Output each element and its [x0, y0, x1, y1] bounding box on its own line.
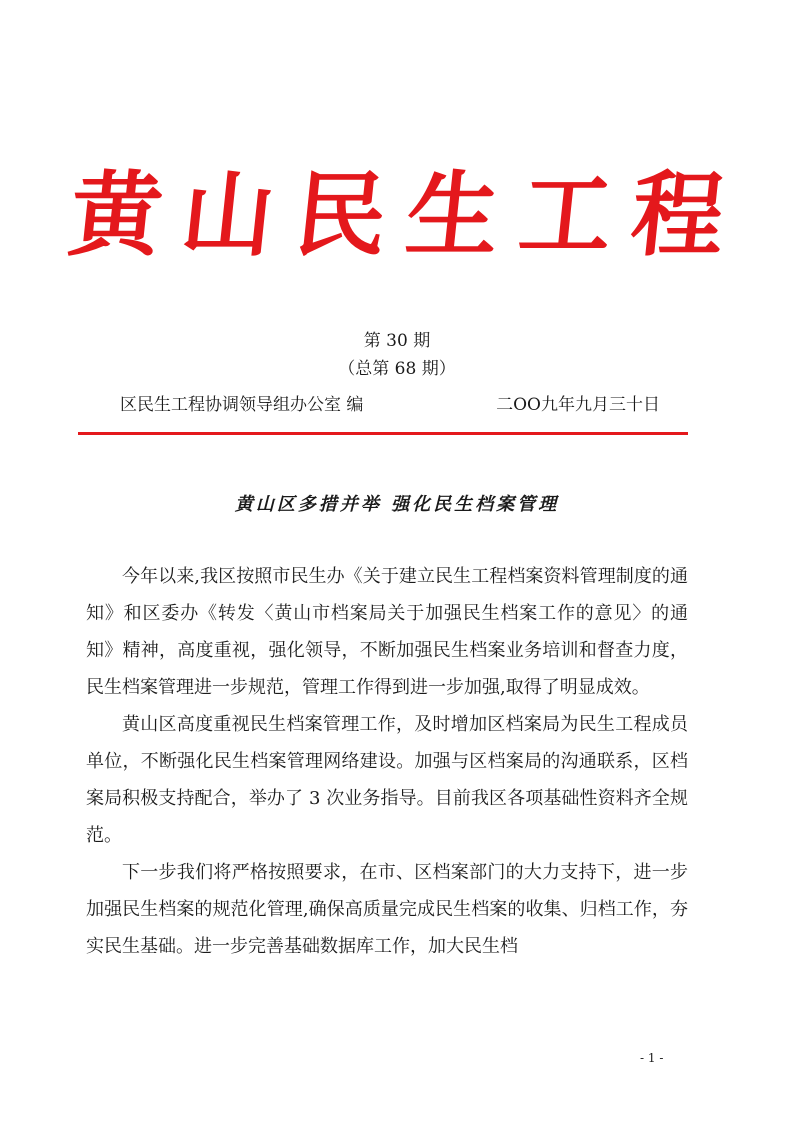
article-paragraph: 今年以来,我区按照市民生办《关于建立民生工程档案资料管理制度的通知》和区委办《转发〈黄山市档案局关于加强民生档案工作的意见〉的通知》精神，高度重视，强化领导，不断加强民生档案业务培训和督查力度，民生档案管理进一步规范，管理工作得到进一步加强,取得了明显成效。 [86, 566, 688, 698]
masthead-char: 生 [401, 161, 505, 269]
masthead-title [64, 160, 730, 270]
issue-total: （总第 68 期） [338, 359, 456, 379]
masthead-char: 工 [513, 161, 618, 269]
org-line [120, 397, 660, 414]
masthead-char: 山 [176, 161, 281, 269]
issue-date: 二OO九年九月三十日 [496, 395, 660, 415]
article-title: 黄山区多措并举 强化民生档案管理 [234, 494, 560, 515]
org-editor: 区民生工程协调领导组办公室 编 [120, 395, 364, 415]
article-paragraph: 黄山区高度重视民生档案管理工作，及时增加区档案局为民生工程成员单位，不断强化民生档案管理网络建设。加强与区档案局的沟通联系，区档案局积极支持配合，举办了 3 次业务指导。目前我区各项基础性资料齐全规范。 [86, 714, 688, 846]
article-paragraph: 下一步我们将严格按照要求，在市、区档案部门的大力支持下，进一步加强民生档案的规范化管理,确保高质量完成民生档案的收集、归档工作，夯实民生基础。进一步完善基础数据库工作，加大民生档 [86, 862, 688, 957]
page-number: - 1 - [640, 1051, 664, 1065]
masthead-char: 程 [626, 161, 730, 269]
masthead-char: 黄 [64, 161, 168, 269]
article-body [86, 558, 688, 965]
issue-number: 第 30 期 [363, 331, 431, 351]
header-divider [78, 432, 688, 435]
masthead-char: 民 [289, 161, 393, 269]
